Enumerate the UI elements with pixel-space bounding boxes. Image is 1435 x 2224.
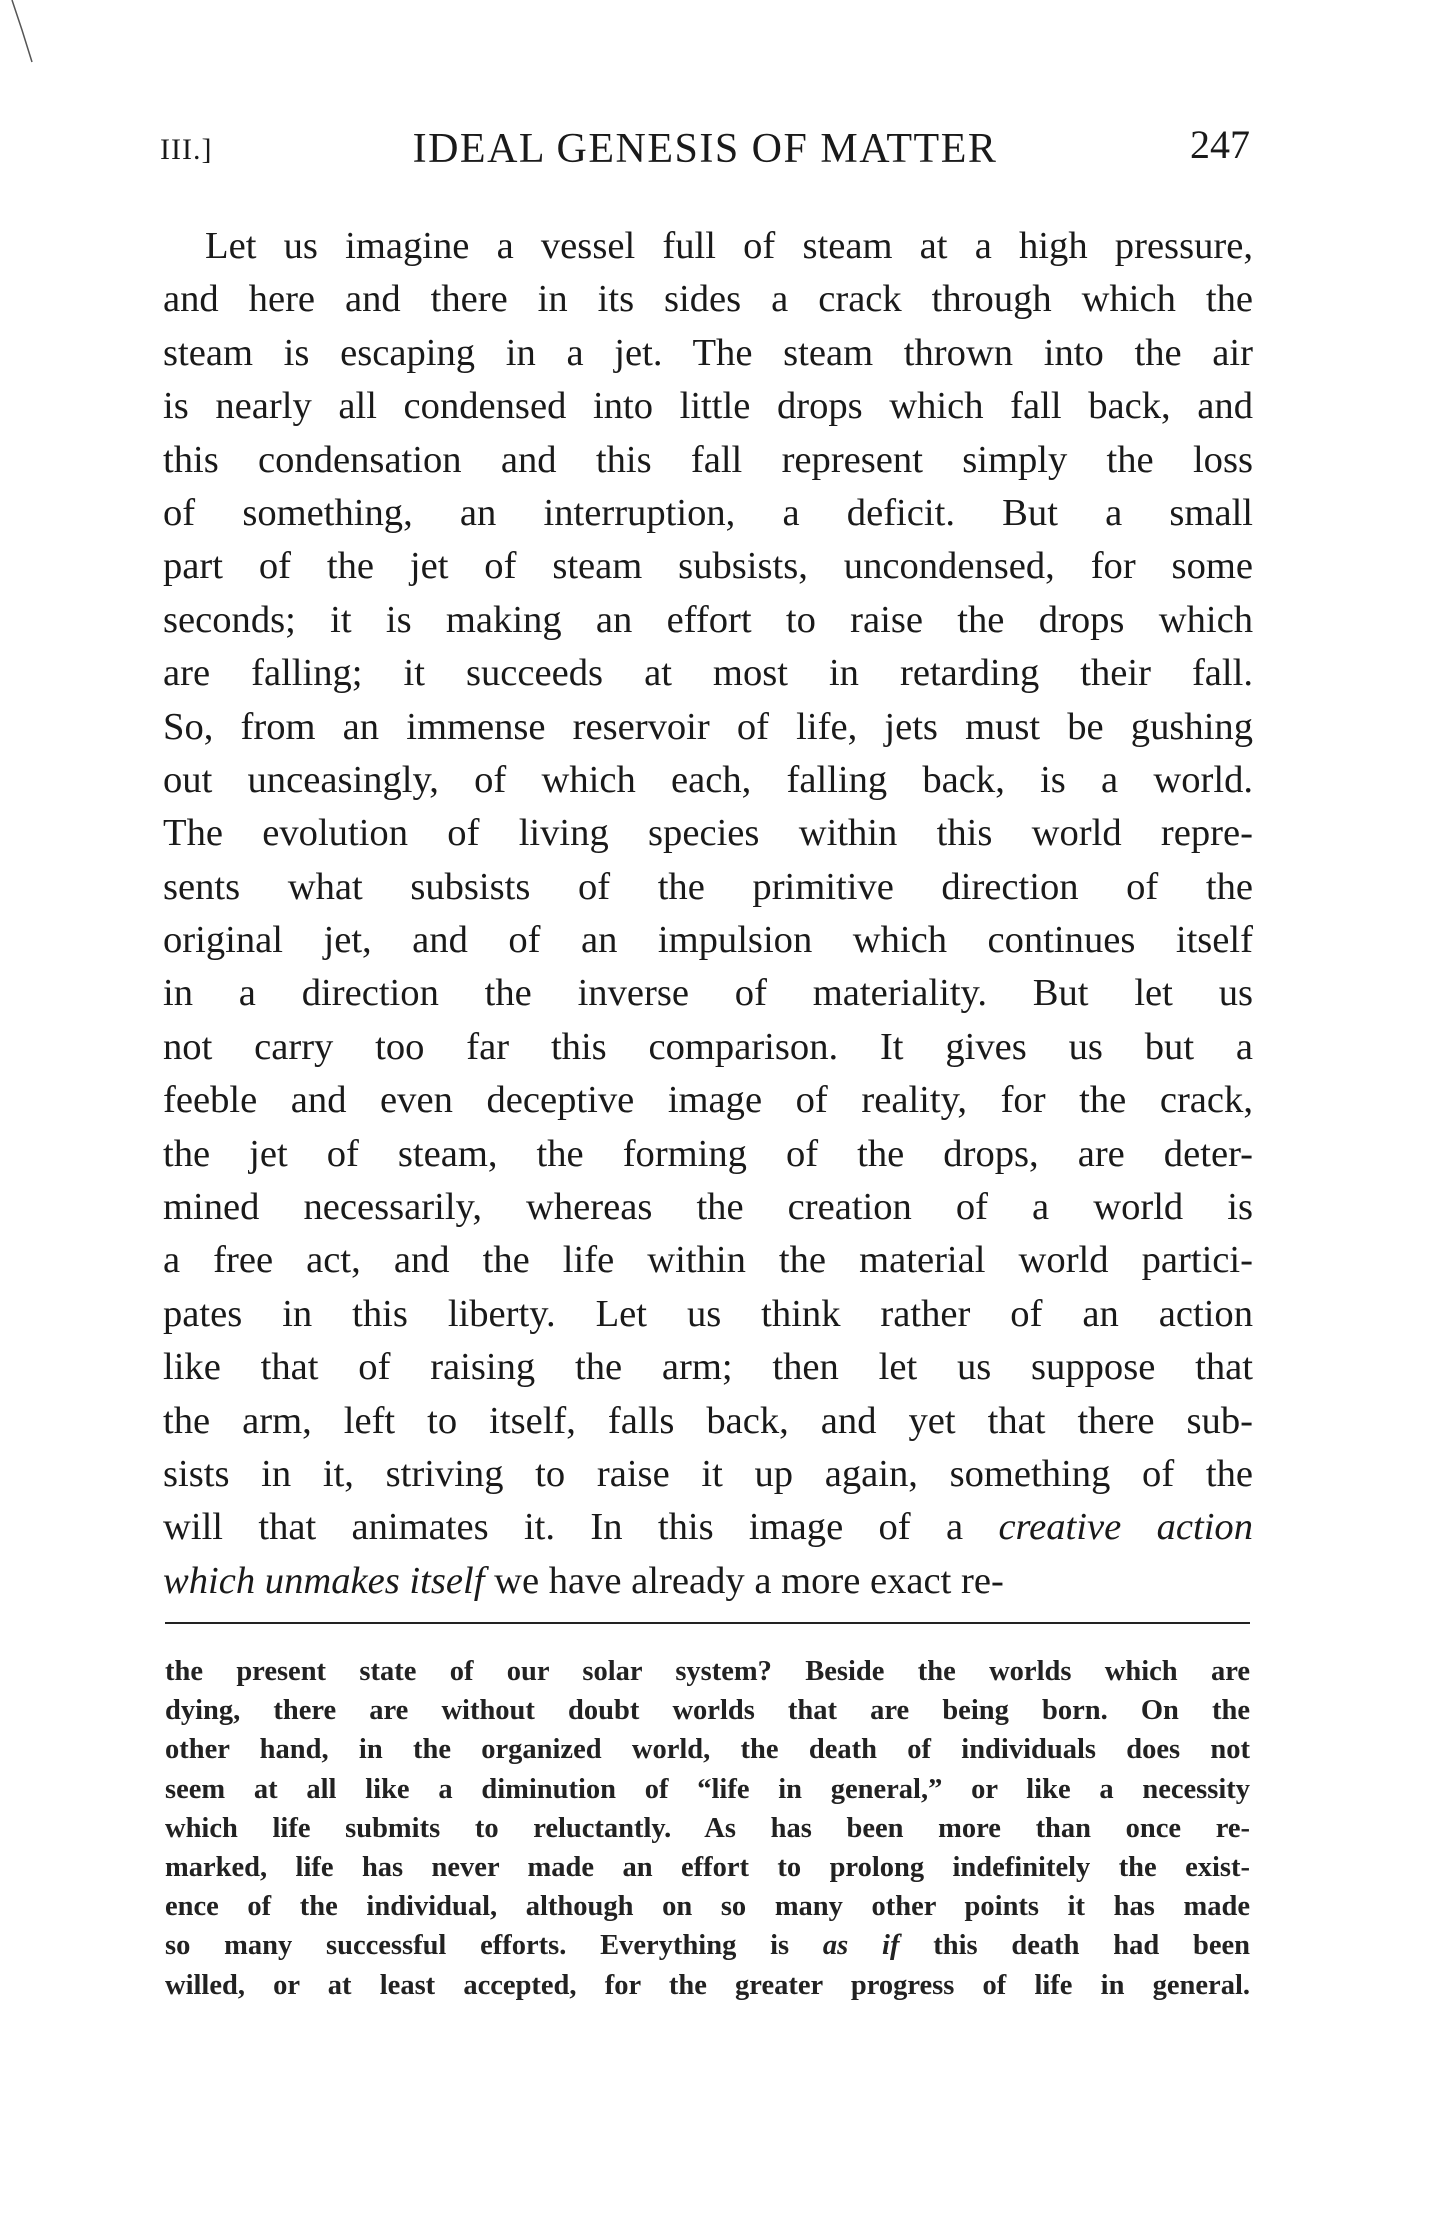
running-head — [160, 115, 1250, 185]
body-line: original jet, and of an impulsion which continues itself — [163, 919, 1253, 962]
footnote-line: willed, or at least accepted, for the greater progress of life in general. — [165, 1969, 1250, 2001]
footnote-line: ence of the individual, although on so many other points it has made — [165, 1891, 1250, 1923]
body-line: the jet of steam, the forming of the drops, are deter- — [163, 1132, 1253, 1175]
line-lead: will that animates it. — [163, 1506, 591, 1549]
body-line: Let us imagine a vessel full of steam at a high pressure, — [205, 225, 1253, 267]
body-line: and here and there in its sides a crack through which the — [163, 278, 1253, 321]
italic-phrase-as-if: as if — [822, 1930, 900, 1962]
body-line: pates in this liberty. Let us think rather of an action — [163, 1292, 1253, 1335]
footnote-lead: so many successful efforts. Everything is — [165, 1930, 823, 1962]
body-line: are falling; it succeeds at most in retarding their fall. — [163, 652, 1253, 695]
body-line: steam is escaping in a jet. The steam thrown into the air — [163, 331, 1253, 374]
body-line: not carry too far this comparison. It gives us but a — [163, 1025, 1253, 1068]
body-line: of something, an interruption, a deficit. But a small — [163, 491, 1253, 534]
body-line: is nearly all condensed into little drops which fall back, and — [163, 385, 1253, 428]
body-line: a free act, and the life within the material world partici- — [163, 1239, 1253, 1282]
body-line: part of the jet of steam subsists, uncondensed, for some — [163, 545, 1253, 588]
line-after-italic: we have already a more exact re- — [484, 1559, 1004, 1602]
body-text — [163, 220, 1253, 1608]
running-title: IDEAL GENESIS OF MATTER — [412, 126, 998, 172]
body-line: sents what subsists of the primitive direction of the — [163, 865, 1253, 908]
ink-stroke-mark — [8, 0, 38, 70]
body-line: seconds; it is making an effort to raise the drops which — [163, 598, 1253, 641]
italic-phrase-creative-action: creative action — [998, 1506, 1253, 1549]
footnote-line: dying, there are without doubt worlds that are being born. On the — [165, 1695, 1250, 1727]
line-before-italic: In this image of a — [590, 1506, 999, 1549]
body-line: sists in it, striving to raise it up again, something of the — [163, 1452, 1253, 1495]
body-line-with-italic — [163, 1501, 1253, 1554]
footnote-line: marked, life has never made an effort to prolong indefinitely the exist- — [165, 1851, 1250, 1883]
italic-phrase-unmakes-itself: which unmakes itself — [163, 1559, 485, 1602]
body-line: feeble and even deceptive image of reality, for the crack, — [163, 1079, 1253, 1122]
footnote-line: seem at all like a diminution of “life in general,” or like a necessity — [165, 1773, 1250, 1805]
body-line: this condensation and this fall represent simply the loss — [163, 438, 1253, 481]
body-line: The evolution of living species within this world repre- — [163, 812, 1253, 855]
body-line: the arm, left to itself, falls back, and yet that there sub- — [163, 1399, 1253, 1442]
body-line: like that of raising the arm; then let us suppose that — [163, 1346, 1253, 1389]
footnote-line: which life submits to reluctantly. As has been more than once re- — [165, 1812, 1250, 1844]
footnote-after-italic: this death had been — [899, 1930, 1250, 1962]
body-line: So, from an immense reservoir of life, jets must be gushing — [163, 705, 1253, 748]
footnote-line: other hand, in the organized world, the death of individuals does not — [165, 1734, 1250, 1766]
body-line: mined necessarily, whereas the creation of a world is — [163, 1186, 1253, 1229]
chapter-marker: III.] — [160, 133, 213, 166]
page-number: 247 — [1190, 122, 1250, 167]
footnote-line-with-italic — [165, 1926, 1250, 1965]
body-line: out unceasingly, of which each, falling back, is a world. — [163, 758, 1253, 801]
footnote-rule — [165, 1622, 1250, 1624]
body-line-with-italic — [163, 1555, 1253, 1608]
footnote — [165, 1652, 1250, 2005]
footnote-line: the present state of our solar system? Beside the worlds which are — [165, 1656, 1250, 1687]
body-line: in a direction the inverse of materiality. But let us — [163, 972, 1253, 1015]
